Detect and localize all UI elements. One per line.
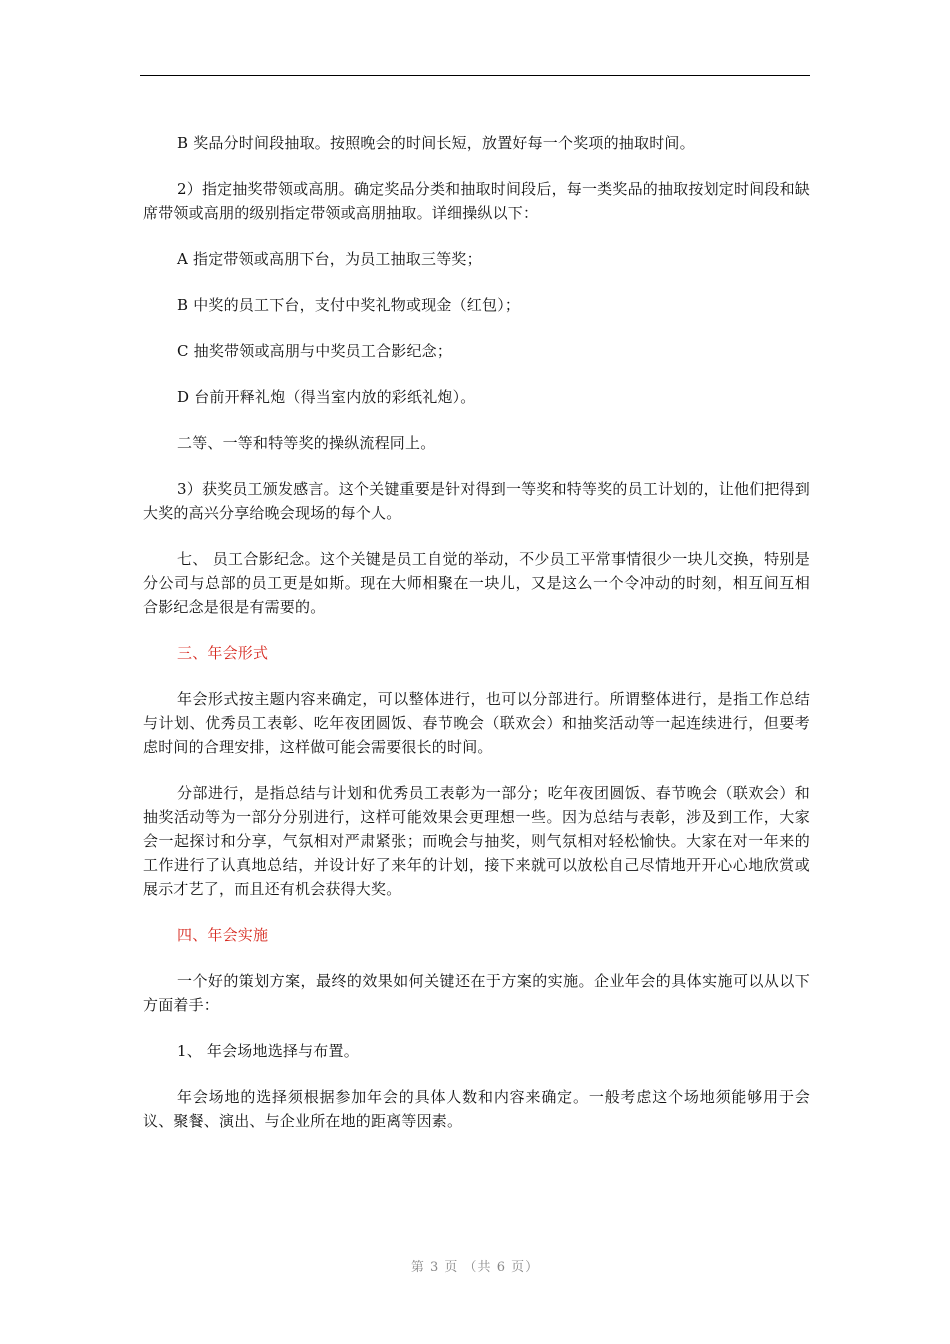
paragraph: 1、 年会场地选择与布置。 bbox=[177, 1042, 359, 1060]
paragraph: 分部进行，是指总结与计划和优秀员工表彰为一部分；吃年夜团圆饭、春节晚会（联欢会）和抽奖活动等为一部分分别进行，这样可能效果会更理想一些。因为总结与表彰，涉及到工作，大家会一起探讨和分享，气氛相对严肃紧张；而晚会与抽奖，则气氛相对轻松愉快。大家在对一年来的工作进行了认真地总结，并设计好了来年的计划，接下来就可以放松自己尽情地开开心心地欣赏或展示才艺了，而且还有机会获得大奖。 bbox=[143, 784, 810, 898]
header-rule bbox=[140, 75, 810, 76]
paragraph: 七、 员工合影纪念。这个关键是员工自觉的举动，不少员工平常事情很少一块儿交换，特别是分公司与总部的员工更是如斯。现在大师相聚在一块儿，又是这么一个令冲动的时刻，相互间互相合影纪念是很是有需要的。 bbox=[143, 550, 810, 616]
document-body bbox=[143, 131, 810, 1155]
paragraph: 3）获奖员工颁发感言。这个关键重要是针对得到一等奖和特等奖的员工计划的，让他们把得到大奖的高兴分享给晚会现场的每个人。 bbox=[143, 480, 810, 522]
paragraph: A 指定带领或高朋下台，为员工抽取三等奖； bbox=[177, 250, 482, 268]
page-footer: 第 3 页 （共 6 页） bbox=[410, 1260, 540, 1275]
paragraph: C 抽奖带领或高朋与中奖员工合影纪念； bbox=[177, 342, 453, 360]
paragraph: B 中奖的员工下台，支付中奖礼物或现金（红包）； bbox=[177, 296, 521, 314]
section-heading: 四、年会实施 bbox=[177, 926, 269, 944]
paragraph: 2）指定抽奖带领或高朋。确定奖品分类和抽取时间段后，每一类奖品的抽取按划定时间段和缺席带领或高朋的级别指定带领或高朋抽取。详细操纵以下： bbox=[143, 180, 810, 222]
paragraph: 年会形式按主题内容来确定，可以整体进行，也可以分部进行。所谓整体进行，是指工作总结与计划、优秀员工表彰、吃年夜团圆饭、春节晚会（联欢会）和抽奖活动等一起连续进行，但要考虑时间的合理安排，这样做可能会需要很长的时间。 bbox=[143, 690, 810, 756]
paragraph: 二等、一等和特等奖的操纵流程同上。 bbox=[177, 434, 436, 452]
paragraph: B 奖品分时间段抽取。按照晚会的时间长短，放置好每一个奖项的抽取时间。 bbox=[177, 134, 695, 152]
paragraph: 年会场地的选择须根据参加年会的具体人数和内容来确定。一般考虑这个场地须能够用于会议、聚餐、演出、与企业所在地的距离等因素。 bbox=[143, 1088, 810, 1130]
paragraph: 一个好的策划方案，最终的效果如何关键还在于方案的实施。企业年会的具体实施可以从以下方面着手： bbox=[143, 972, 810, 1014]
paragraph: D 台前开释礼炮（得当室内放的彩纸礼炮）。 bbox=[177, 388, 476, 406]
section-heading: 三、年会形式 bbox=[177, 644, 269, 662]
